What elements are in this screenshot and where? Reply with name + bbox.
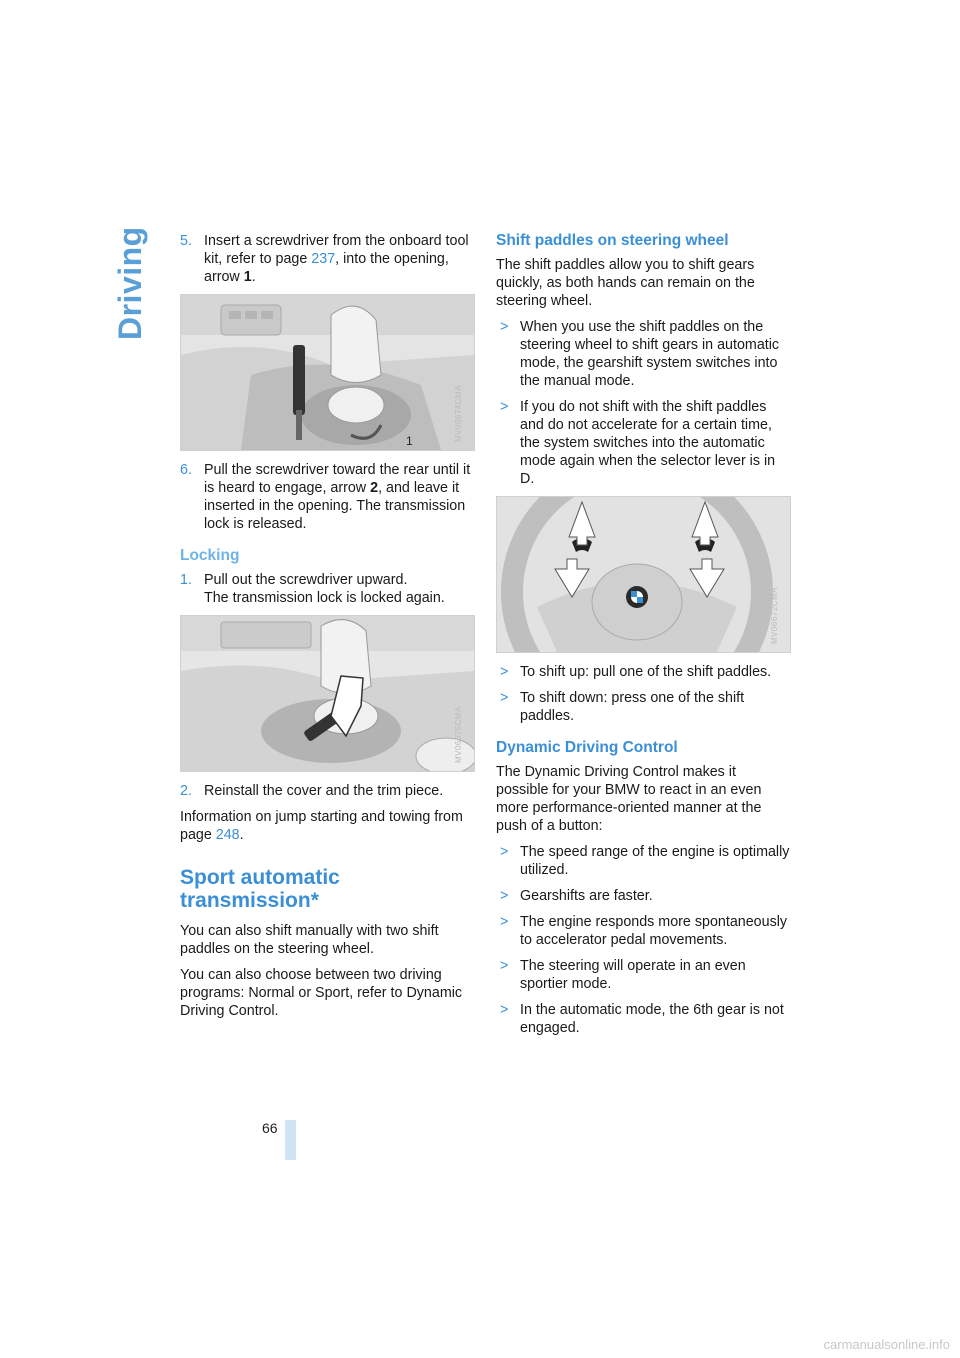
console-screwdriver-image (181, 295, 474, 450)
list-item: > If you do not shift with the shift paddles and do not accelerate for a certain time, the system switches into the automatic mode again when the selector lever is in D. (500, 399, 776, 487)
dynamic-driving-control-heading: Dynamic Driving Control (496, 739, 678, 756)
screwdriver-insert-illustration: 1 MV06674CMA (180, 294, 475, 451)
list-item: > The steering will operate in an even sportier mode. (500, 958, 746, 992)
step-6: 6. Pull the screwdriver toward the rear until it is heard to engage, arrow 2, and leave it inserted in the opening. The transmission lock is released. (180, 462, 471, 532)
screwdriver-lock-illustration: MV06675CMA (180, 615, 475, 772)
list-item: > To shift down: press one of the shift paddles. (500, 690, 745, 724)
right-column (496, 232, 792, 1045)
page-link-237[interactable]: 237 (311, 251, 336, 267)
shift-paddles-intro: The shift paddles allow you to shift gears quickly, as both hands can remain on the steering wheel. (496, 257, 755, 309)
sport-paragraph-2: You can also choose between two driving programs: Normal or Sport, refer to Dynamic Driving Control. (180, 967, 463, 1019)
section-title-vertical: Driving (112, 226, 148, 340)
locking-heading: Locking (180, 547, 240, 564)
sport-paragraph-1: You can also shift manually with two shift paddles on the steering wheel. (180, 923, 439, 957)
list-item: > To shift up: pull one of the shift paddles. (500, 664, 772, 680)
page-link-248[interactable]: 248 (215, 827, 240, 843)
jump-start-info: Information on jump starting and towing from page 248. (180, 809, 463, 843)
steering-wheel-image (497, 497, 790, 652)
shift-paddles-heading: Shift paddles on steering wheel (496, 232, 729, 249)
left-column (180, 232, 475, 1028)
list-item: > When you use the shift paddles on the steering wheel to shift gears in automatic mode, the gearshift system switches into the manual mode. (500, 319, 780, 389)
list-item: > In the automatic mode, the 6th gear is not engaged. (500, 1002, 784, 1036)
step-2: 2. Reinstall the cover and the trim piece. (180, 783, 444, 799)
list-item: > Gearshifts are faster. (500, 888, 653, 904)
footer-watermark: carmanualsonline.info (823, 1337, 950, 1352)
steering-wheel-illustration: MV06672CMA (496, 496, 791, 653)
sport-transmission-heading: Sport automatic transmission* (180, 866, 340, 912)
page-number: 66 (262, 1120, 278, 1136)
lock-step-1: 1. Pull out the screwdriver upward. The transmission lock is locked again. (180, 572, 445, 606)
list-item: > The engine responds more spontaneously to accelerator pedal movements. (500, 914, 788, 948)
svg-text:1: 1 (406, 434, 413, 448)
page-tab-bar (285, 1120, 296, 1160)
list-item: > The speed range of the engine is optimally utilized. (500, 844, 790, 878)
ddc-intro: The Dynamic Driving Control makes it possible for your BMW to react in an even more performance-oriented manner at the push of a button: (496, 764, 762, 834)
step-5: 5. Insert a screwdriver from the onboard tool kit, refer to page 237, into the opening, arrow 1. (180, 233, 469, 285)
console-lock-image (181, 616, 474, 771)
